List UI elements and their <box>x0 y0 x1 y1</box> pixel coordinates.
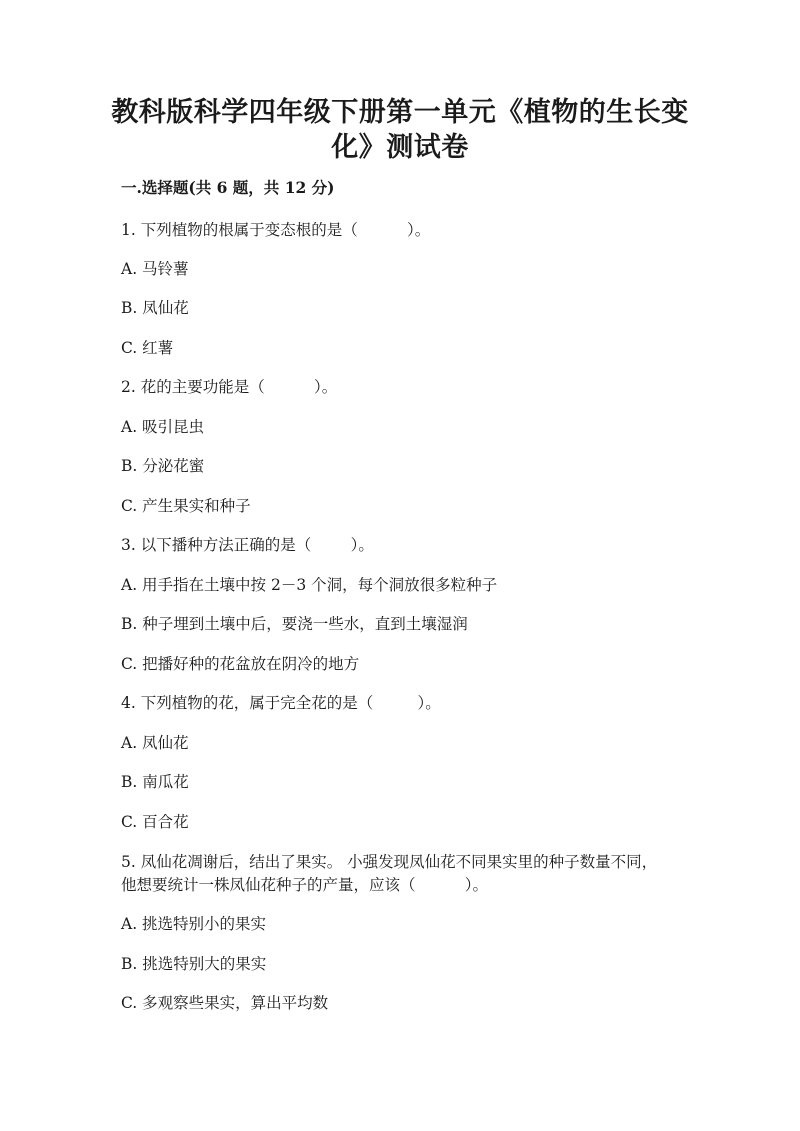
question-4-option-a[interactable]: A. 凤仙花 <box>121 734 189 752</box>
question-4-stem: 4. 下列植物的花，属于完全花的是（ ）。 <box>121 694 441 712</box>
exam-title-line-1: 教科版科学四年级下册第一单元《植物的生长变 <box>111 97 689 128</box>
exam-title-line-2: 化》测试卷 <box>331 132 469 163</box>
question-2-option-c[interactable]: C. 产生果实和种子 <box>121 497 251 515</box>
question-3-option-c[interactable]: C. 把播好种的花盆放在阴冷的地方 <box>121 655 360 673</box>
question-1-option-a[interactable]: A. 马铃薯 <box>121 260 189 278</box>
question-5-stem-line-2: 他想要统计一株凤仙花种子的产量，应该（ ）。 <box>121 876 489 894</box>
question-1-stem: 1. 下列植物的根属于变态根的是（ ）。 <box>121 221 431 239</box>
question-3-option-a[interactable]: A. 用手指在土壤中按 2－3 个洞，每个洞放很多粒种子 <box>121 576 498 594</box>
question-2-option-a[interactable]: A. 吸引昆虫 <box>121 418 205 436</box>
question-3-stem: 3. 以下播种方法正确的是（ ）。 <box>121 536 374 554</box>
question-5-option-a[interactable]: A. 挑选特别小的果实 <box>121 915 267 933</box>
question-5-option-b[interactable]: B. 挑选特别大的果实 <box>121 955 267 973</box>
question-4-option-c[interactable]: C. 百合花 <box>121 813 189 831</box>
question-5-option-c[interactable]: C. 多观察些果实，算出平均数 <box>121 994 329 1012</box>
question-2-option-b[interactable]: B. 分泌花蜜 <box>121 457 205 475</box>
question-5-stem-line-1: 5. 凤仙花凋谢后，结出了果实。 小强发现凤仙花不同果实里的种子数量不同， <box>121 853 658 871</box>
question-1-option-c[interactable]: C. 红薯 <box>121 339 174 357</box>
section-heading: 一.选择题(共 6 题，共 12 分) <box>121 178 335 197</box>
question-3-option-b[interactable]: B. 种子埋到土壤中后，要浇一些水，直到土壤湿润 <box>121 615 468 633</box>
question-1-option-b[interactable]: B. 凤仙花 <box>121 299 189 317</box>
question-2-stem: 2. 花的主要功能是（ ）。 <box>121 378 338 396</box>
question-4-option-b[interactable]: B. 南瓜花 <box>121 773 189 791</box>
